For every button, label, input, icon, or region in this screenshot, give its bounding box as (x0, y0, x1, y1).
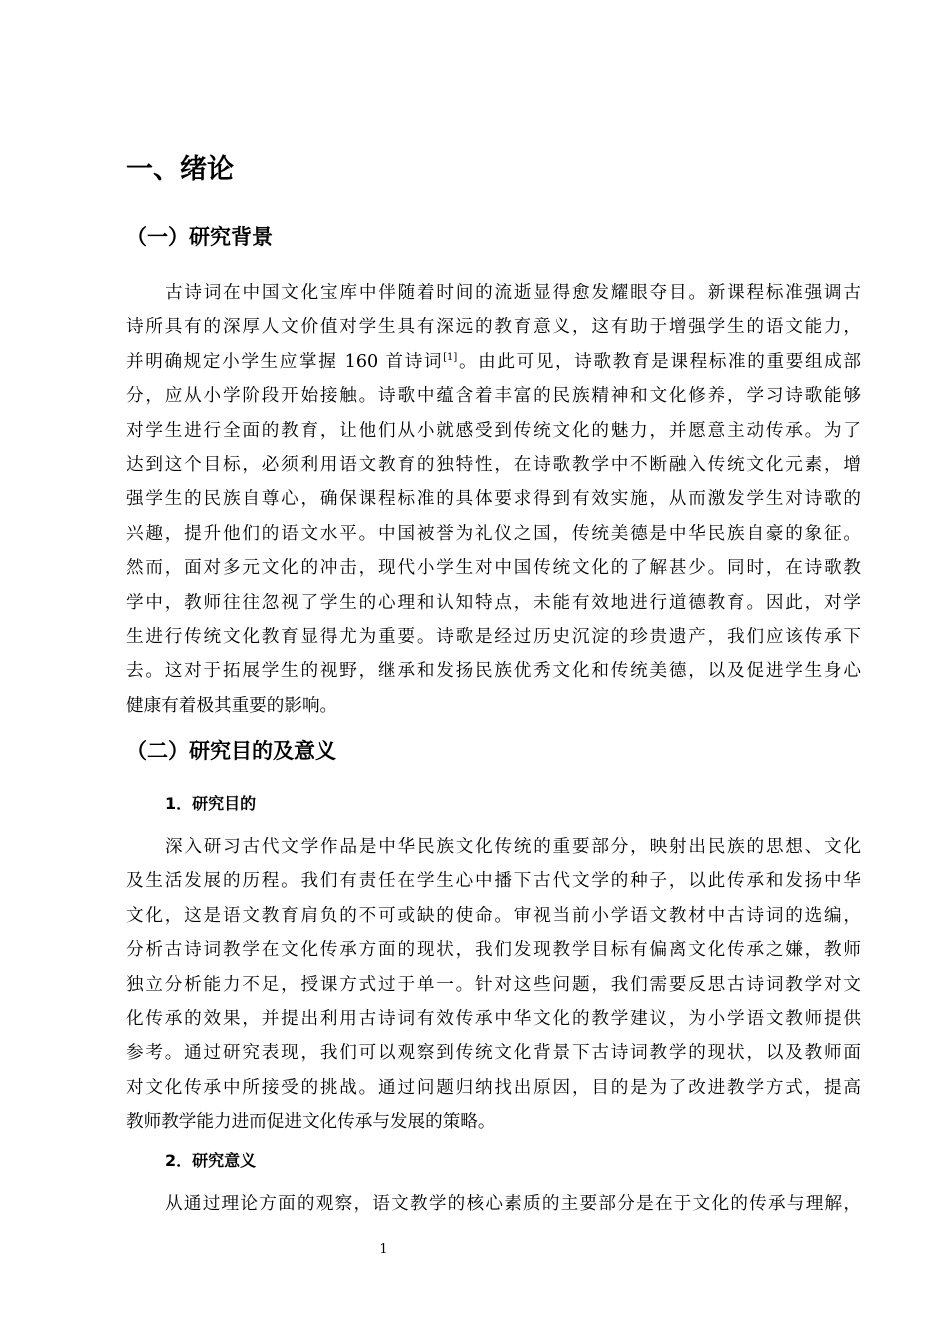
paragraph-line: 文化，这是语文教育肩负的不可或缺的使命。审视当前小学语文教材中古诗词的选编， (126, 905, 861, 926)
paragraph-line: 并明确规定小学生应掌握 160 首诗词[1]。由此可见，诗歌教育是课程标准的重要组成部 (126, 351, 861, 372)
section-heading-purpose: （二）研究目的及意义 (126, 739, 336, 763)
subsection-heading-purpose: 1．研究目的 (165, 794, 257, 813)
paragraph-line: 古诗词在中国文化宝库中伴随着时间的流逝显得愈发耀眼夺目。新课程标准强调古 (165, 283, 861, 303)
paragraph-line: 生进行传统文化教育显得尤为重要。诗歌是经过历史沉淀的珍贵遗产，我们应该传承下 (126, 626, 861, 647)
citation-marker: [1] (443, 351, 458, 363)
chapter-heading: 一、绪论 (126, 154, 234, 185)
paragraph-line: 达到这个目标，必须利用语文教育的独特性，在诗歌教学中不断融入传统文化元素，增 (126, 454, 861, 475)
background-paragraph (126, 276, 861, 723)
paragraph-line: 分析古诗词教学在文化传承方面的现状，我们发现教学目标有偏离文化传承之嫌，教师 (126, 940, 861, 961)
paragraph-line: 对文化传承中所接受的挑战。通过问题归纳找出原因，目的是为了改进教学方式，提高 (126, 1077, 861, 1098)
paragraph-line: 参考。通过研究表现，我们可以观察到传统文化背景下古诗词教学的现状，以及教师面 (126, 1043, 861, 1064)
paragraph-line: 分，应从小学阶段开始接触。诗歌中蕴含着丰富的民族精神和文化修养，学习诗歌能够 (126, 386, 861, 407)
subsection-heading-significance: 2．研究意义 (165, 1151, 257, 1170)
significance-paragraph (126, 1187, 861, 1221)
paragraph-line: 强学生的民族自尊心，确保课程标准的具体要求得到有效实施，从而激发学生对诗歌的 (126, 489, 861, 510)
paragraph-line: 教师教学能力进而促进文化传承与发展的策略。 (126, 1112, 496, 1133)
section-heading-background: （一）研究背景 (126, 225, 273, 249)
purpose-paragraph (126, 830, 861, 1140)
paragraph-line: 健康有着极其重要的影响。 (126, 695, 338, 716)
paragraph-line: 去。这对于拓展学生的视野，继承和发扬民族优秀文化和传统美德，以及促进学生身心 (126, 661, 861, 682)
paragraph-line: 诗所具有的深厚人文价值对学生具有深远的教育意义，这有助于增强学生的语文能力， (126, 317, 861, 338)
paragraph-line: 深入研习古代文学作品是中华民族文化传统的重要部分，映射出民族的思想、文化 (165, 837, 861, 857)
paragraph-line: 对学生进行全面的教育，让他们从小就感受到传统文化的魅力，并愿意主动传承。为了 (126, 420, 861, 441)
paragraph-line: 学中，教师往往忽视了学生的心理和认知特点，未能有效地进行道德教育。因此，对学 (126, 592, 861, 613)
paragraph-line: 兴趣，提升他们的语文水平。中国被誉为礼仪之国，传统美德是中华民族自豪的象征。 (126, 523, 861, 544)
paragraph-line: 独立分析能力不足，授课方式过于单一。针对这些问题，我们需要反思古诗词教学对文 (126, 974, 861, 995)
paragraph-line: 及生活发展的历程。我们有责任在学生心中播下古代文学的种子，以此传承和发扬中华 (126, 871, 861, 892)
paragraph-line: 从通过理论方面的观察，语文教学的核心素质的主要部分是在于文化的传承与理解， (165, 1194, 861, 1214)
paragraph-line: 化传承的效果，并提出利用古诗词有效传承中华文化的教学建议，为小学语文教师提供 (126, 1008, 861, 1029)
paragraph-line: 然而，面对多元文化的冲击，现代小学生对中国传统文化的了解甚少。同时，在诗歌教 (126, 558, 861, 579)
page-number: 1 (379, 1242, 388, 1257)
